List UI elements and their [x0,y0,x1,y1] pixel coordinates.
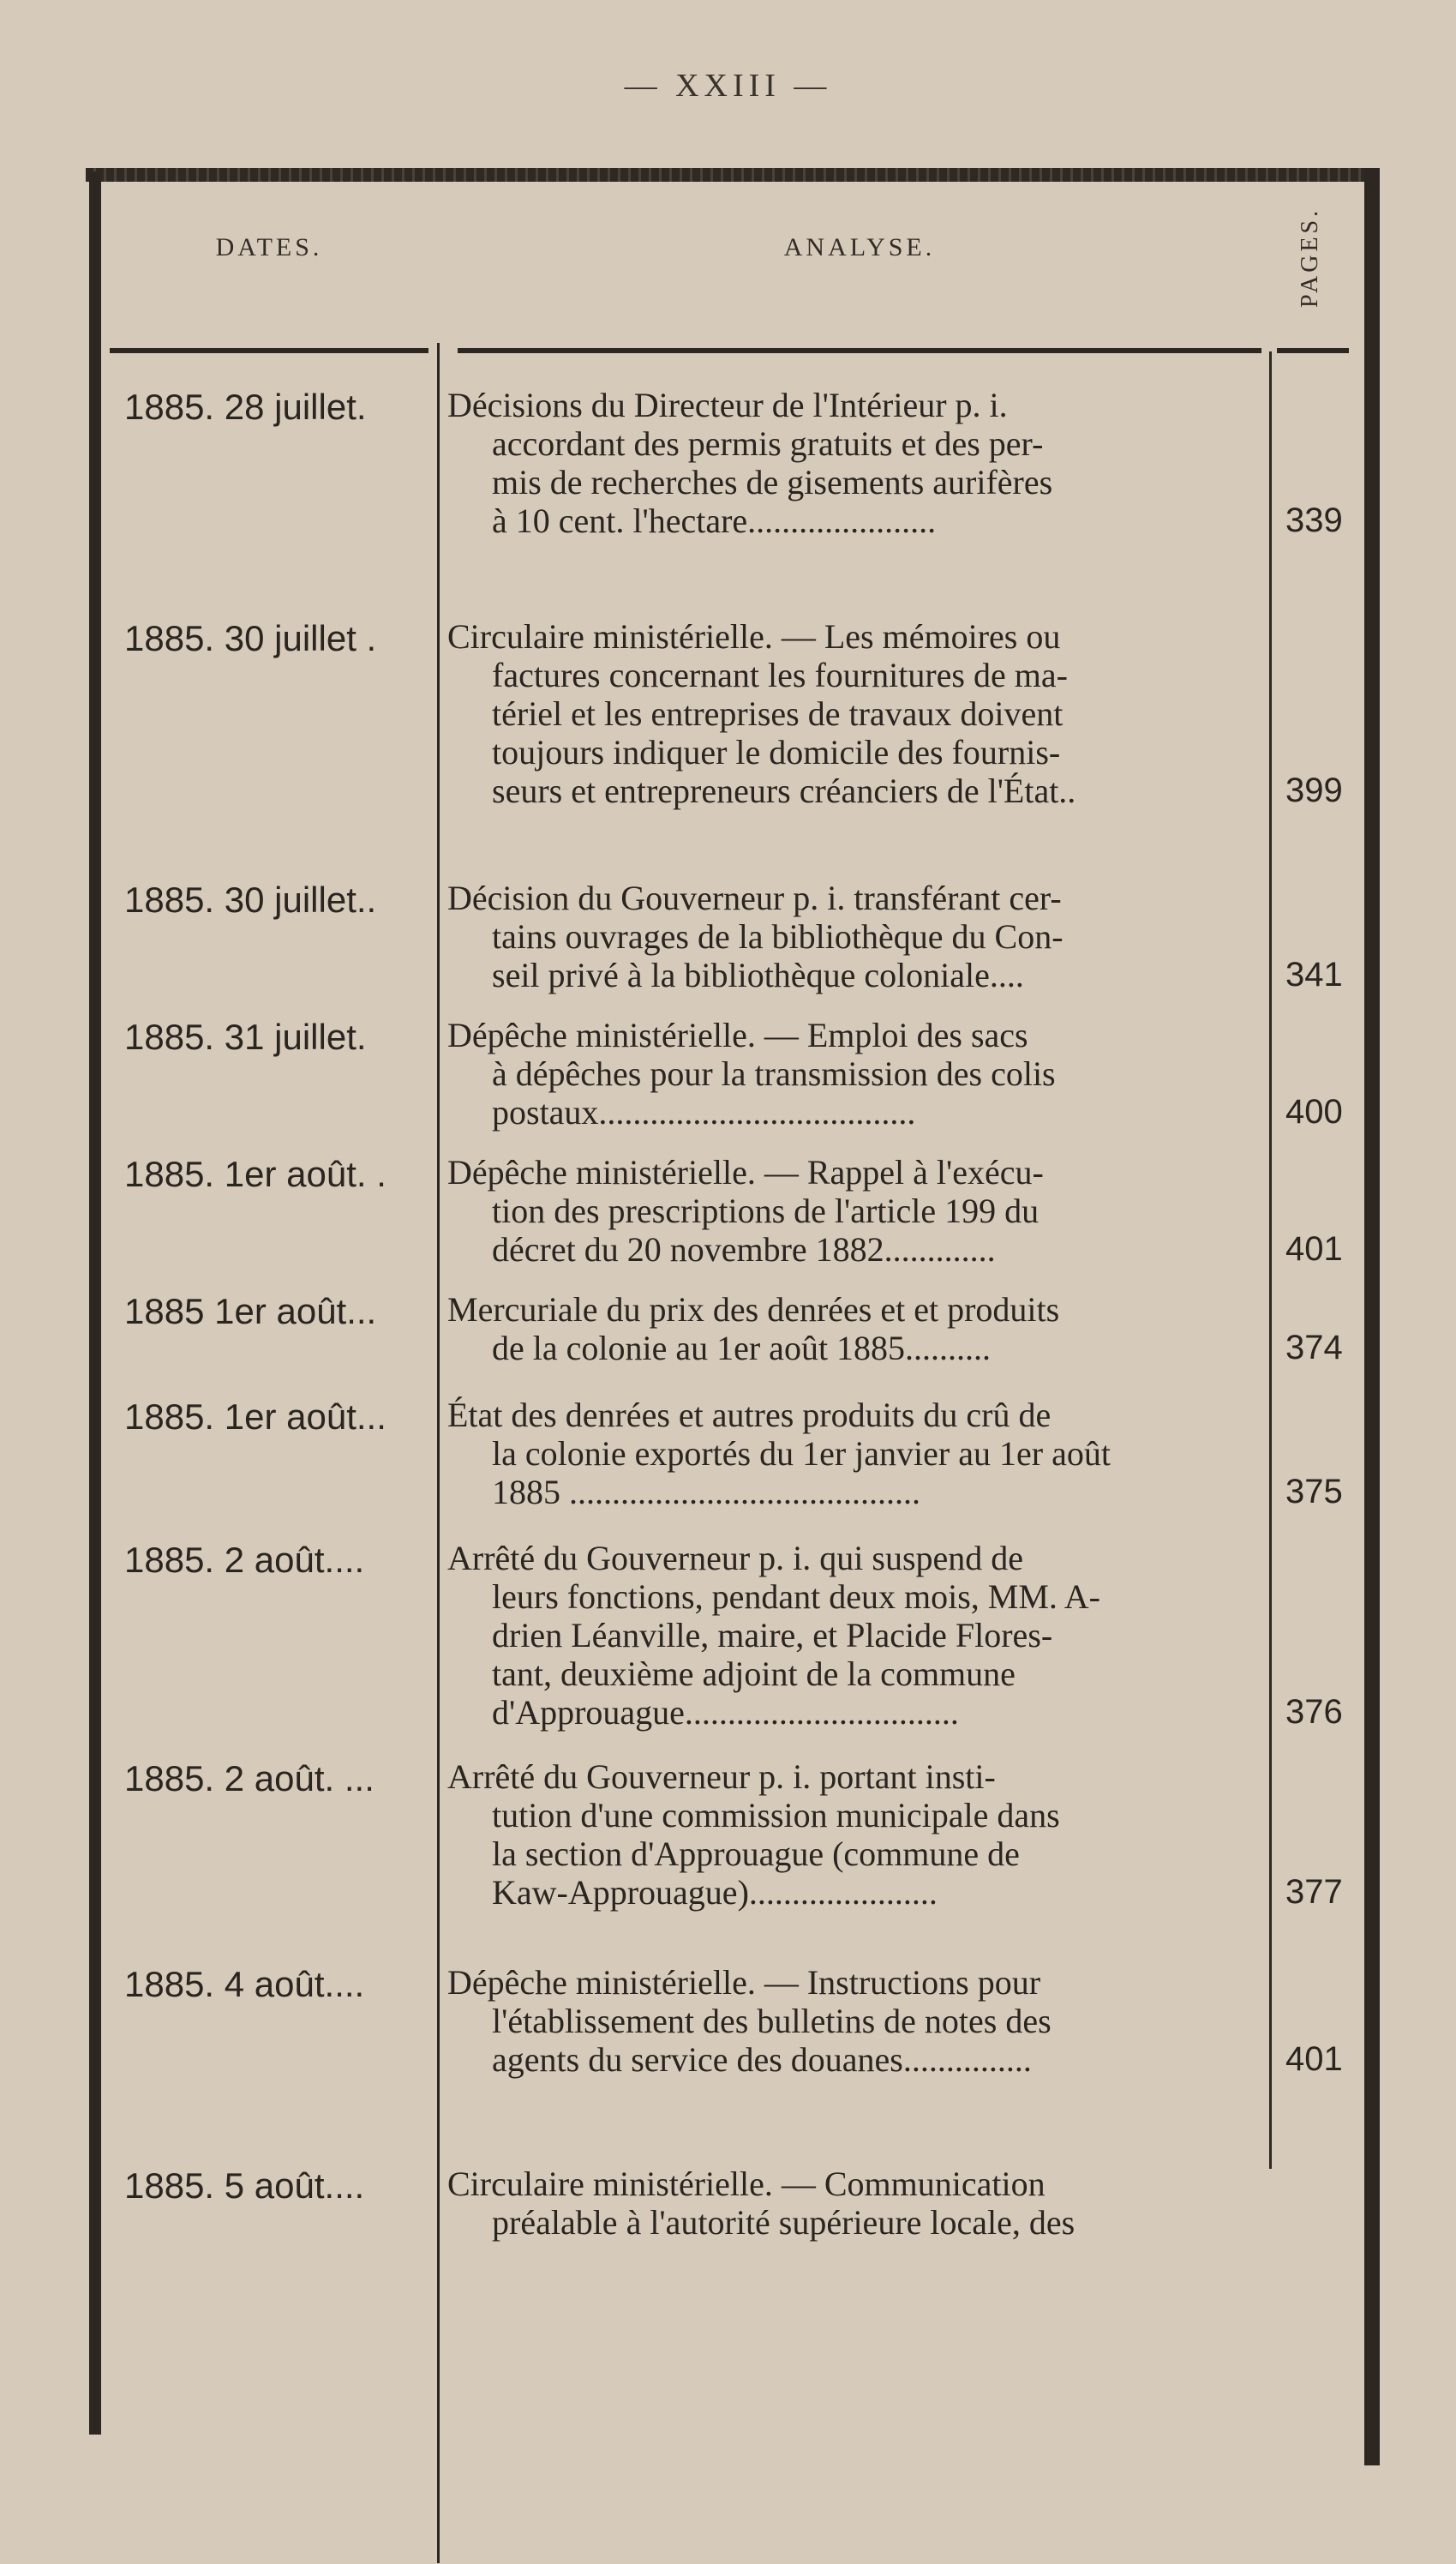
entry-analysis [447,879,1256,994]
entry-date: 1885. 5 août.... [124,2165,365,2206]
entry-analysis [447,1539,1256,1732]
entry-analysis [447,617,1256,810]
analysis-line: accordant des permis gratuits et des per- [492,424,1044,463]
entry-page-number: 339 [1285,501,1343,539]
header-underline-analyse [458,348,1261,353]
entry-analysis [447,1290,1256,1367]
entry-date: 1885. 1er août... [124,1396,386,1437]
analysis-line: Décision du Gouverneur p. i. transférant cer- [447,879,1062,917]
entry-page-number: 375 [1285,1473,1343,1510]
analysis-line: État des denrées et autres produits du crû de [447,1396,1052,1434]
entry-analysis [447,1016,1256,1132]
analysis-line: leurs fonctions, pendant deux mois, MM. A- [492,1577,1100,1616]
entry-page-number: 401 [1285,1230,1343,1268]
table-right-border [1364,168,1380,2465]
entry-page-number: 341 [1285,956,1343,994]
entry-date: 1885. 28 juillet. [124,387,367,427]
analysis-line: la section d'Approuague (commune de [492,1834,1020,1873]
analysis-line: seil privé à la bibliothèque coloniale.... [492,956,1024,994]
column-header-dates: DATES. [215,233,323,261]
analysis-line: l'établissement des bulletins de notes des [492,2002,1052,2040]
analysis-line: seurs et entrepreneurs créanciers de l'État.. [492,772,1076,810]
analysis-line: Mercuriale du prix des denrées et et produits [447,1290,1060,1329]
column-header-analyse: ANALYSE. [783,233,936,261]
analysis-line: préalable à l'autorité supérieure locale, des [492,2203,1076,2242]
column-divider-dates [437,343,440,2563]
header-underline-pages [1277,348,1349,353]
table-top-border [86,168,1380,182]
entry-analysis [447,1757,1256,1912]
page-header: — XXIII — [624,68,832,104]
analysis-line: tains ouvrages de la bibliothèque du Con- [492,917,1064,956]
analysis-line: Dépêche ministérielle. — Instructions pour [447,1963,1041,2002]
analysis-line: Dépêche ministérielle. — Rappel à l'exécu- [447,1153,1044,1192]
header-underline-dates [110,348,428,353]
entry-date: 1885. 1er août. . [124,1154,386,1194]
entry-page-number: 376 [1285,1693,1343,1731]
analysis-line: de la colonie au 1er août 1885.......... [492,1329,992,1367]
analysis-line: la colonie exportés du 1er janvier au 1er août [492,1434,1111,1473]
analysis-line: Dépêche ministérielle. — Emploi des sacs [447,1016,1028,1054]
entry-date: 1885. 31 juillet. [124,1017,367,1057]
analysis-line: 1885 ......................................... [492,1473,920,1511]
analysis-line: mis de recherches de gisements aurifères [492,463,1053,501]
entry-page-number: 401 [1285,2040,1343,2078]
entry-date: 1885. 30 juillet . [124,618,377,658]
analysis-line: drien Léanville, maire, et Placide Flores- [492,1616,1053,1654]
analysis-line: à dépêches pour la transmission des colis [492,1054,1056,1093]
analysis-line: tion des prescriptions de l'article 199 du [492,1192,1040,1230]
column-header-pages: PAGES. [1297,207,1323,308]
entry-page-number: 377 [1285,1873,1343,1911]
entry-date: 1885. 30 juillet.. [124,880,377,920]
entry-analysis [447,1153,1256,1269]
entry-date: 1885 1er août... [124,1291,377,1331]
analysis-line: Kaw-Approuague)...................... [492,1873,938,1912]
entry-analysis [447,2165,1256,2242]
analysis-line: postaux..................................... [492,1093,916,1132]
analysis-line: tution d'une commission municipale dans [492,1796,1060,1834]
analysis-line: Circulaire ministérielle. — Communication [447,2165,1046,2203]
entry-page-number: 400 [1285,1093,1343,1131]
analysis-line: factures concernant les fournitures de ma- [492,656,1068,694]
entry-page-number: 399 [1285,772,1343,809]
entry-date: 1885. 2 août.... [124,1540,365,1580]
analysis-line: tériel et les entreprises de travaux doivent [492,694,1064,733]
column-divider-pages [1269,351,1272,2169]
analysis-line: Arrêté du Gouverneur p. i. portant insti- [447,1757,996,1796]
entry-date: 1885. 2 août. ... [124,1758,374,1798]
table-left-border [89,171,101,2435]
analysis-line: tant, deuxième adjoint de la commune [492,1654,1016,1693]
analysis-line: Circulaire ministérielle. — Les mémoires ou [447,617,1061,656]
entry-analysis [447,386,1256,540]
analysis-line: décret du 20 novembre 1882............. [492,1230,996,1269]
analysis-line: toujours indiquer le domicile des fournis- [492,733,1061,772]
analysis-line: Décisions du Directeur de l'Intérieur p. i. [447,386,1008,424]
analysis-line: d'Approuague................................ [492,1693,959,1732]
analysis-line: à 10 cent. l'hectare...................... [492,501,937,540]
analysis-line: agents du service des douanes............... [492,2040,1032,2079]
entry-page-number: 374 [1285,1329,1343,1366]
entry-analysis [447,1963,1256,2079]
analysis-line: Arrêté du Gouverneur p. i. qui suspend de [447,1539,1024,1577]
entry-analysis [447,1396,1256,1511]
entry-date: 1885. 4 août.... [124,1964,365,2004]
